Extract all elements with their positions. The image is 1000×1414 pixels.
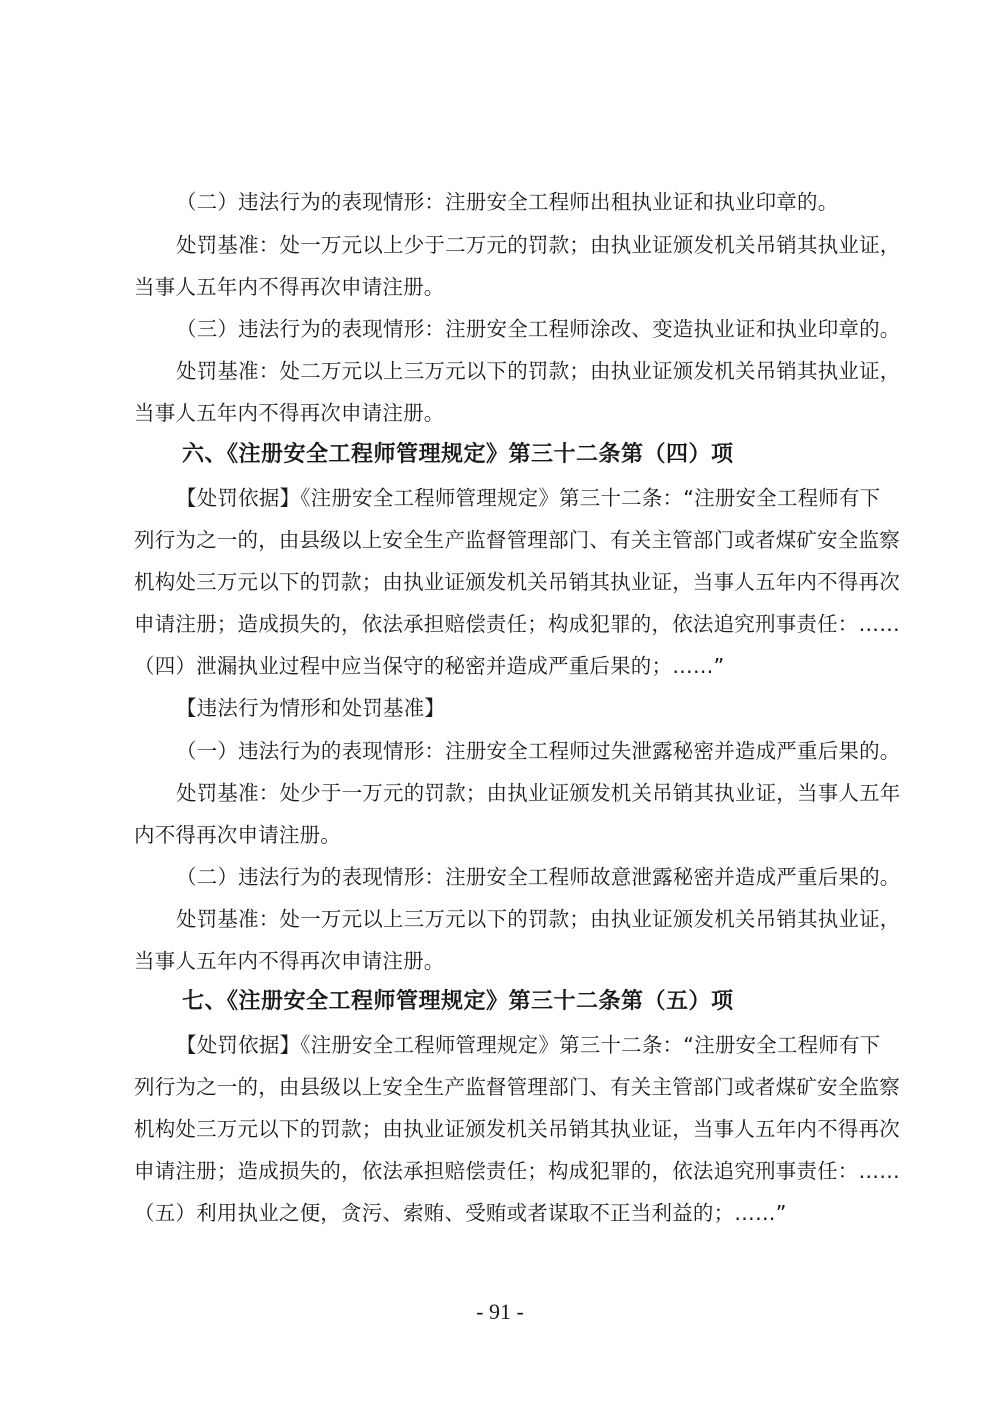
body-line: 当事人五年内不得再次申请注册。 <box>134 949 445 973</box>
body-line: 当事人五年内不得再次申请注册。 <box>134 275 445 299</box>
body-line: 列行为之一的，由县级以上安全生产监督管理部门、有关主管部门或者煤矿安全监察 <box>134 1075 900 1099</box>
body-line: 机构处三万元以下的罚款；由执业证颁发机关吊销其执业证，当事人五年内不得再次 <box>134 570 900 594</box>
body-line: 【违法行为情形和处罚基准】 <box>176 696 446 720</box>
body-line: 申请注册；造成损失的，依法承担赔偿责任；构成犯罪的，依法追究刑事责任：…… <box>134 612 900 636</box>
page-number: - 91 - <box>476 1299 524 1324</box>
body-line: （一）违法行为的表现情形：注册安全工程师过失泄露秘密并造成严重后果的。 <box>176 739 901 763</box>
body-line: 处罚基准：处二万元以上三万元以下的罚款；由执业证颁发机关吊销其执业证， <box>176 359 901 383</box>
body-line: 当事人五年内不得再次申请注册。 <box>134 401 445 425</box>
body-line: （五）利用执业之便，贪污、索贿、受贿或者谋取不正当利益的；……” <box>134 1201 787 1225</box>
body-line: 处罚基准：处一万元以上少于二万元的罚款；由执业证颁发机关吊销其执业证， <box>176 233 901 257</box>
body-line: 【处罚依据】《注册安全工程师管理规定》第三十二条：“注册安全工程师有下 <box>176 1033 881 1057</box>
body-line: （二）违法行为的表现情形：注册安全工程师出租执业证和执业印章的。 <box>176 190 839 214</box>
body-line: 申请注册；造成损失的，依法承担赔偿责任；构成犯罪的，依法追究刑事责任：…… <box>134 1159 900 1183</box>
body-line: 内不得再次申请注册。 <box>134 823 341 847</box>
body-line: （三）违法行为的表现情形：注册安全工程师涂改、变造执业证和执业印章的。 <box>176 317 901 341</box>
body-line: 处罚基准：处少于一万元的罚款；由执业证颁发机关吊销其执业证，当事人五年 <box>176 781 901 805</box>
body-line: 机构处三万元以下的罚款；由执业证颁发机关吊销其执业证，当事人五年内不得再次 <box>134 1117 900 1141</box>
body-line: 列行为之一的，由县级以上安全生产监督管理部门、有关主管部门或者煤矿安全监察 <box>134 528 900 552</box>
section-heading: 七、《注册安全工程师管理规定》第三十二条第（五）项 <box>182 988 734 1014</box>
body-line: （四）泄漏执业过程中应当保守的秘密并造成严重后果的；……” <box>134 654 725 678</box>
body-line: 【处罚依据】《注册安全工程师管理规定》第三十二条：“注册安全工程师有下 <box>176 486 881 510</box>
body-line: 处罚基准：处一万元以上三万元以下的罚款；由执业证颁发机关吊销其执业证， <box>176 907 901 931</box>
body-line: （二）违法行为的表现情形：注册安全工程师故意泄露秘密并造成严重后果的。 <box>176 865 901 889</box>
section-heading: 六、《注册安全工程师管理规定》第三十二条第（四）项 <box>182 441 734 467</box>
